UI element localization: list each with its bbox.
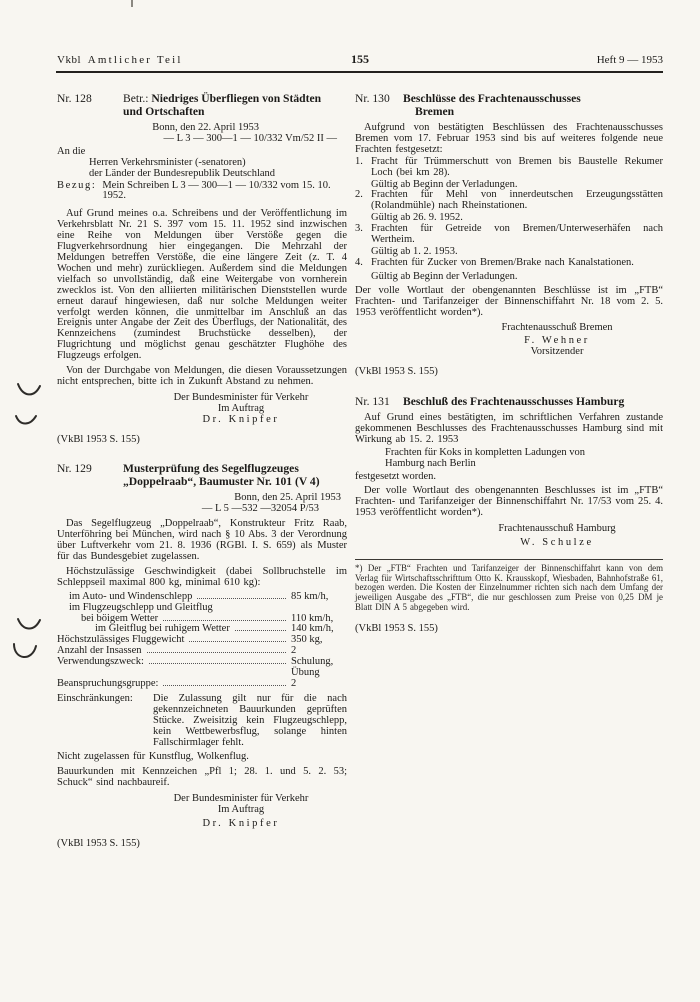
signature-name: Dr. Knipfer xyxy=(202,817,280,829)
paragraph: Höchstzulässige Geschwindigkeit (dabei Sollbruchstelle im Schleppseil maximal 800 kg, minimal 610 kg): xyxy=(57,565,347,588)
source-reference: (VkBl 1953 S. 155) xyxy=(355,622,438,634)
signature-office: Der Bundesminister für Verkehr xyxy=(173,391,309,403)
source-reference: (VkBl 1953 S. 155) xyxy=(355,366,438,378)
list-item-text: Frachten für Zucker von Bremen/Brake nach Kanalstationen. xyxy=(371,256,634,268)
article-128 xyxy=(57,92,347,445)
signature-role: Vorsitzender xyxy=(530,346,584,358)
signature-by-order: Im Auftrag xyxy=(217,804,265,816)
article-130-heading xyxy=(355,92,663,118)
article-131 xyxy=(355,395,663,634)
two-column-body xyxy=(57,92,663,850)
spec-row xyxy=(57,657,347,679)
article-title-line2: „Doppelraab“, Baumuster Nr. 101 (V 4) xyxy=(123,475,320,489)
dotted-leader xyxy=(235,630,286,631)
spec-value-line: Schulung, xyxy=(291,656,334,668)
left-column xyxy=(57,92,347,850)
paragraph: Der volle Wortlaut des obengenannten Beschlusses ist im „FTB“ Frachten- und Tarifanzeiger der Binnenschiffahrt Nr. 17/53 vom 25. 4. 1953 veröffentlicht worden*). xyxy=(355,485,663,519)
signature-office: Der Bundesminister für Verkehr xyxy=(173,793,309,805)
bezug-text: Mein Schreiben L 3 — 300—1 — 10/332 vom 15. 10. 1952. xyxy=(102,179,331,202)
signature-committee: Frachtenausschuß Bremen xyxy=(501,322,613,334)
signature-by-order: Im Auftrag xyxy=(217,402,265,414)
spec-value xyxy=(291,657,347,679)
list-item-body xyxy=(371,224,663,258)
journal-prefix: Vkbl xyxy=(57,54,81,66)
list-item-body xyxy=(371,157,663,191)
article-title xyxy=(403,92,581,118)
bezug-label: Bezug: xyxy=(57,179,97,191)
footnote-text: *) Der „FTB“ Frachten und Tarifanzeiger der Binnenschiffahrt kann von dem Verlag für Wirtschaftsschrifttum Otto K. Krausskopf, Wiesbaden, Bahnhofstraße 61, bezogen werden. Die Kosten der Einzelnummer richten sich nach dem Umfang der jeweiligen Ausgabe des „FTB“, die nur geschlossen zum Preise von 0,25 DM je Blatt DIN A 5 abgegeben wird. xyxy=(355,563,663,612)
list-item-validity: Gültig ab Beginn der Verladungen. xyxy=(371,270,518,282)
article-title xyxy=(403,395,624,408)
spec-value: 2 xyxy=(291,645,297,657)
margin-pencil-mark xyxy=(15,615,43,635)
paragraph: Das Segelflugzeug „Doppelraab“, Konstrukteur Fritz Raab, Unterföhring bei München, wird nach § 10 Abs. 3 der Verordnung über Luftverkehr vom 21. 8. 1936 (RGBl. I. S. 659) als Muster für das Bundesgebiet zugelassen. xyxy=(57,518,347,562)
article-title xyxy=(123,92,321,118)
list-item-body xyxy=(371,258,663,283)
signature-block xyxy=(451,323,663,358)
article-number: Nr. 128 xyxy=(57,92,92,105)
source-reference: (VkBl 1953 S. 155) xyxy=(57,837,140,849)
spec-value: 140 km/h, xyxy=(291,623,334,635)
dotted-leader xyxy=(149,663,286,664)
freight-subject-line: Hamburg nach Berlin xyxy=(385,457,476,469)
scan-artifact xyxy=(131,0,133,7)
source-reference: (VkBl 1953 S. 155) xyxy=(57,433,140,445)
article-130 xyxy=(355,92,663,378)
spec-label: Höchstzulässiges Fluggewicht xyxy=(57,634,185,646)
paragraph: Auf Grund eines bestätigten, im schriftlichen Verfahren zustande gekommenen Beschlusses des Frachtenausschusses Hamburg sind mit Wirkung ab 15. 2. 1953 xyxy=(355,412,663,445)
addressee-line: Herren Verkehrsminister (-senatoren) xyxy=(89,156,246,168)
spec-value: 350 kg, xyxy=(291,634,323,646)
article-title-line2: und Ortschaften xyxy=(123,105,205,118)
list-item-text: Frachten für Getreide von Bremen/Unterweserhäfen nach Wertheim. xyxy=(371,223,663,246)
right-column xyxy=(355,92,663,850)
betreff-label: Betr.: xyxy=(123,92,149,105)
page-number: 155 xyxy=(351,52,369,66)
article-number: Nr. 130 xyxy=(355,92,390,105)
article-title-line2: Bremen xyxy=(415,105,455,118)
signature-block xyxy=(451,524,663,549)
spec-row xyxy=(57,603,347,614)
article-number: Nr. 131 xyxy=(355,395,390,409)
dotted-leader xyxy=(163,685,286,686)
list-item-number: 4. xyxy=(355,256,363,268)
list-item-number: 3. xyxy=(355,223,363,235)
article-title-line: Beschluß des Frachtenausschusses Hamburg xyxy=(403,395,625,409)
specification-list xyxy=(57,592,347,690)
paragraph: Von der Durchgabe von Meldungen, die diesen Voraussetzungen nicht entsprechen, bitte ich in Zukunft Abstand zu nehmen. xyxy=(57,365,347,387)
spec-value: 110 km/h, xyxy=(291,612,334,624)
bezug-block xyxy=(57,181,347,203)
freight-subject-block xyxy=(385,448,663,470)
spec-value-line: Übung xyxy=(291,667,320,679)
issue-label: Heft 9 — 1953 xyxy=(596,54,663,66)
dotted-leader xyxy=(163,620,286,621)
restrictions-text: Die Zulassung gilt nur für die nach gekennzeichneten Bauurkunden geprüften Stücke. Zweisitzig kein Flugzeugschlepp, kein Wettbewerbsflug, solange hinten Fallschirmlager fehlt. xyxy=(153,692,347,748)
margin-pencil-mark xyxy=(15,381,43,401)
margin-pencil-mark xyxy=(13,411,39,429)
journal-section: Amtlicher Teil xyxy=(87,54,183,66)
dateline: Bonn, den 25. April 1953 xyxy=(234,492,341,504)
spec-label: Anzahl der Insassen xyxy=(57,645,142,657)
restrictions-block xyxy=(57,694,347,749)
signature-block xyxy=(135,393,347,426)
signature-name: F. Wehner xyxy=(524,335,590,347)
spec-value: 85 km/h, xyxy=(291,590,329,602)
restrictions-label: Einschränkungen: xyxy=(57,692,133,704)
spec-label: Beanspruchungsgruppe: xyxy=(57,677,159,689)
list-item xyxy=(355,258,663,283)
dateline-block xyxy=(57,493,347,515)
article-131-heading xyxy=(355,395,663,408)
spec-label: Verwendungszweck: xyxy=(57,656,144,668)
article-number: Nr. 129 xyxy=(57,462,92,476)
page-header xyxy=(57,54,663,66)
spec-label: bei böigem Wetter xyxy=(81,612,159,624)
list-item-number: 1. xyxy=(355,155,363,167)
header-rule xyxy=(56,71,663,73)
journal-title xyxy=(57,55,351,66)
margin-pencil-mark xyxy=(11,641,39,665)
addressee-intro: An die xyxy=(57,145,86,157)
freight-subject-line: Frachten für Koks in kompletten Ladungen von xyxy=(385,446,586,458)
spec-value: 2 xyxy=(291,677,297,689)
list-item-validity: Gültig ab 26. 9. 1952. xyxy=(371,212,463,224)
list-item-text: Fracht für Trümmerschutt von Bremen bis Baustelle Rekumer Loch (bei km 28). xyxy=(371,155,663,178)
spec-row xyxy=(57,679,347,690)
article-128-heading xyxy=(57,92,347,118)
article-129 xyxy=(57,462,347,849)
paragraph: Aufgrund von bestätigten Beschlüssen des Frachtenausschusses Bremen vom 17. Februar 1953 sind bis auf weiteres folgende neue Frachten festgesetzt: xyxy=(355,122,663,155)
dateline-block xyxy=(57,123,347,145)
list-item xyxy=(355,157,663,191)
dotted-leader xyxy=(189,641,286,642)
paragraph: festgesetzt worden. xyxy=(355,470,437,482)
article-title-text: Niedriges Überfliegen von Städten xyxy=(151,92,322,105)
reference-number: — L 3 — 300—1 — 10/332 Vm/52 II — xyxy=(163,132,337,144)
addressee-line: der Länder der Bundesrepublik Deutschland xyxy=(89,167,276,179)
dotted-leader xyxy=(147,652,286,653)
article-title-line: Beschlüsse des Frachtenausschusses xyxy=(403,92,581,105)
decision-list xyxy=(355,157,663,283)
article-title xyxy=(123,462,320,488)
signature-name: W. Schulze xyxy=(520,537,594,549)
paragraph: Der volle Wortlaut der obengenannten Beschlüsse ist im „FTB“ Frachten- und Tarifanzeiger der Binnenschiffahrt Nr. 18 vom 2. 5. 1953 veröffentlicht worden*). xyxy=(355,284,663,318)
paragraph: Auf Grund meines o.a. Schreibens und der Veröffentlichung im Verkehrsblatt Nr. 21 S. 397 vom 15. 11. 1952 sind inzwischen eine Reihe von Meldungen über Verstöße gegen die Flugverkehrsordnung hier eingegangen. Die Mehrzahl der Meldungen betreffen Verstöße, die eine längere Zeit (z. T. 4 Wochen und mehr) zurückliegen. Außerdem sind die Meldungen vielfach so unvollständig, daß eine Weitergabe von vornherein zwecklos ist. Von den alliierten militärischen Dienststellen wurde erneut darauf hingewiesen, daß nur solche Meldungen weiter verfolgt werden können, die unmittelbar im Anschluß an das Ereignis unter Angabe der Zeit des Überflugs, der Nationalität, des Kennzeichens (zumindest Bruchstücke desselben), der Flugrichtung und möglichst genau geschätzter Flughöhe des Flugzeugs erfolgen. xyxy=(57,208,347,362)
article-title-line: Musterprüfung des Segelflugzeuges xyxy=(123,462,299,476)
dateline: Bonn, den 22. April 1953 xyxy=(152,122,259,133)
paragraph: Bauurkunden mit Kennzeichen „Pfl 1; 28. 1. und 5. 2. 53; Schuck“ sind nachbaureif. xyxy=(57,766,347,789)
list-item-number: 2. xyxy=(355,189,363,201)
spec-label: im Flugzeugschlepp und Gleitflug xyxy=(69,601,213,613)
list-item xyxy=(355,224,663,258)
list-item-text: Frachten für Mehl von innerdeutschen Erzeugungsstätten (Rolandmühle) nach Rheinstationen. xyxy=(371,189,663,212)
paragraph: Nicht zugelassen für Kunstflug, Wolkenflug. xyxy=(57,751,249,763)
spec-label: im Gleitflug bei ruhigem Wetter xyxy=(95,623,230,635)
reference-number: — L 5 —532 —32054 P/53 xyxy=(201,503,319,515)
signature-block xyxy=(135,794,347,830)
dotted-leader xyxy=(197,598,286,599)
spec-row xyxy=(57,592,347,603)
list-item xyxy=(355,190,663,224)
list-item-validity: Gültig ab 1. 2. 1953. xyxy=(371,245,458,257)
spec-label: im Auto- und Windenschlepp xyxy=(69,590,193,602)
signature-committee: Frachtenausschuß Hamburg xyxy=(498,523,616,535)
list-item-body xyxy=(371,190,663,224)
signature-name: Dr. Knipfer xyxy=(202,413,280,425)
article-129-heading xyxy=(57,462,347,488)
article-title-line xyxy=(123,92,321,105)
list-item-validity: Gültig ab Beginn der Verladungen. xyxy=(371,178,518,190)
